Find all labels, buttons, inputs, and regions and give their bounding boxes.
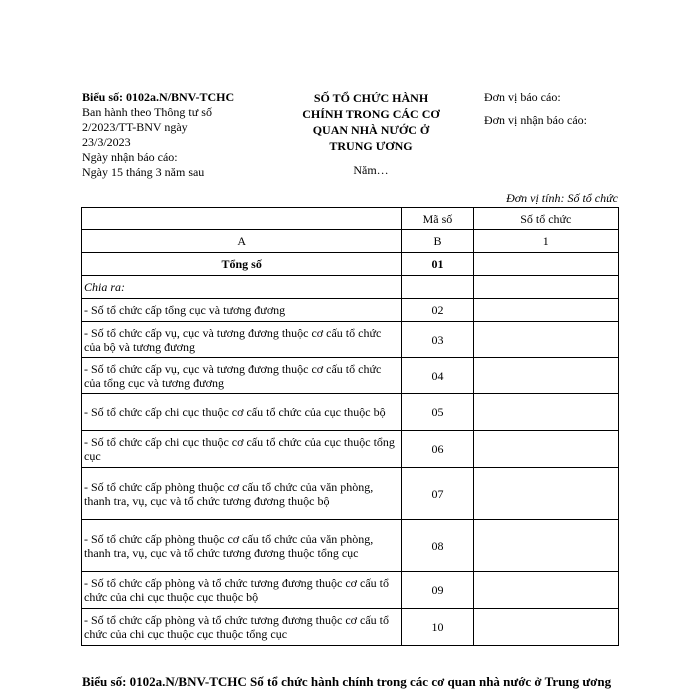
letter-row (82, 230, 619, 253)
table-row (82, 394, 619, 431)
receiving-unit-label: Đơn vị nhận báo cáo: (484, 113, 587, 127)
unit-note: Đơn vị tính: Số tổ chức (506, 191, 618, 205)
row-label: - Số tổ chức cấp phòng thuộc cơ cấu tổ chức của văn phòng, thanh tra, vụ, cục và tổ chức tương đương thuộc bộ (82, 468, 402, 520)
table-row (82, 468, 619, 520)
row-label: - Số tổ chức cấp chi cục thuộc cơ cấu tổ chức của cục thuộc bộ (82, 394, 402, 431)
row-code: 06 (402, 431, 473, 468)
row-label: - Số tổ chức cấp vụ, cục và tương đương thuộc cơ cấu tổ chức của bộ và tương đương (82, 322, 402, 358)
header-left-line: 23/3/2023 (82, 135, 131, 149)
value-cell[interactable] (473, 468, 618, 520)
total-code: 01 (402, 253, 473, 276)
table-row (82, 299, 619, 322)
header-left-line: Ngày nhận báo cáo: (82, 150, 178, 164)
table-row (82, 358, 619, 394)
reporting-unit-label: Đơn vị báo cáo: (484, 90, 561, 104)
row-label: - Số tổ chức cấp phòng và tổ chức tương đương thuộc cơ cấu tổ chức của chi cục thuộc cục thuộc bộ (82, 572, 402, 609)
header-cell-count: Số tổ chức (473, 208, 618, 230)
report-title-line: TRUNG ƯƠNG (329, 139, 413, 153)
letter-cell-a: A (82, 230, 402, 253)
value-cell[interactable] (473, 394, 618, 431)
value-cell[interactable] (473, 276, 618, 299)
report-table (81, 207, 619, 646)
row-label: - Số tổ chức cấp phòng thuộc cơ cấu tổ chức của văn phòng, thanh tra, vụ, cục và tổ chức tương đương thuộc tổng cục (82, 520, 402, 572)
table-header-row (82, 208, 619, 230)
value-cell[interactable] (473, 609, 618, 646)
row-code: 09 (402, 572, 473, 609)
header-right-block (484, 90, 664, 128)
total-row (82, 253, 619, 276)
report-title-line: CHÍNH TRONG CÁC CƠ (302, 107, 440, 121)
row-code: 08 (402, 520, 473, 572)
value-cell[interactable] (473, 572, 618, 609)
row-label: - Số tổ chức cấp chi cục thuộc cơ cấu tổ chức của cục thuộc tổng cục (82, 431, 402, 468)
header-title-block (288, 90, 454, 178)
code-cell (402, 276, 473, 299)
row-label: - Số tổ chức cấp vụ, cục và tương đương thuộc cơ cấu tổ chức của tổng cục và tương đương (82, 358, 402, 394)
row-code: 07 (402, 468, 473, 520)
value-cell[interactable] (473, 253, 618, 276)
row-label: - Số tổ chức cấp phòng và tổ chức tương đương thuộc cơ cấu tổ chức của chi cục thuộc cục thuộc tổng cục (82, 609, 402, 646)
row-code: 04 (402, 358, 473, 394)
breakdown-label: Chia ra: (82, 276, 402, 299)
value-cell[interactable] (473, 299, 618, 322)
row-code: 03 (402, 322, 473, 358)
value-cell[interactable] (473, 520, 618, 572)
header-cell-code: Mã số (402, 208, 473, 230)
table-row (82, 322, 619, 358)
header-cell-blank (82, 208, 402, 230)
table-row (82, 520, 619, 572)
report-year: Năm… (353, 163, 389, 177)
table-row (82, 431, 619, 468)
row-code: 02 (402, 299, 473, 322)
table-row (82, 609, 619, 646)
form-code: Biểu số: 0102a.N/BNV-TCHC (82, 90, 235, 104)
value-cell[interactable] (473, 322, 618, 358)
row-code: 05 (402, 394, 473, 431)
header-left-line: 2/2023/TT-BNV ngày (82, 120, 188, 134)
report-title-line: QUAN NHÀ NƯỚC Ở (312, 123, 430, 137)
footer-caption: Biểu số: 0102a.N/BNV-TCHC Số tổ chức hành chính trong các cơ quan nhà nước ở Trung ương (82, 674, 612, 689)
value-cell[interactable] (473, 358, 618, 394)
letter-cell-1: 1 (473, 230, 618, 253)
value-cell[interactable] (473, 431, 618, 468)
header-left-line: Ban hành theo Thông tư số (82, 105, 212, 119)
report-title-line: SỐ TỔ CHỨC HÀNH (313, 91, 429, 105)
letter-cell-b: B (402, 230, 473, 253)
row-label: - Số tổ chức cấp tổng cục và tương đương (82, 299, 402, 322)
table-row (82, 572, 619, 609)
header-left-line: Ngày 15 tháng 3 năm sau (82, 165, 205, 179)
breakdown-row (82, 276, 619, 299)
header-left-block (82, 90, 264, 180)
total-label: Tổng số (82, 253, 402, 276)
row-code: 10 (402, 609, 473, 646)
